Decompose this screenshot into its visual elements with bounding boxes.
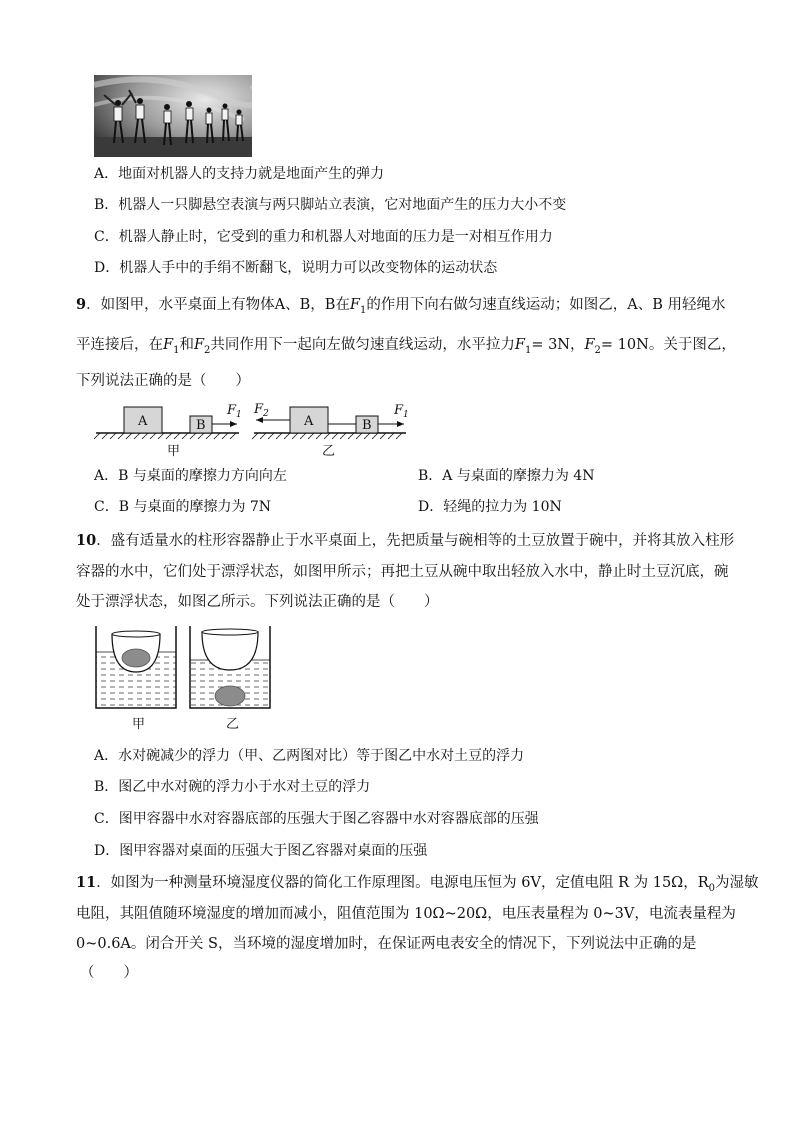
q9-option-b: B．A 与桌面的摩擦力为 4N	[418, 468, 595, 484]
jia-table-hatch	[94, 433, 236, 439]
q10-figure-jia-caption: 甲	[132, 717, 146, 732]
q10-option-c: C．图甲容器中水对容器底部的压强大于图乙容器中水对容器底部的压强	[94, 811, 539, 827]
q10-figure	[92, 624, 282, 736]
jia-block-a-label: A	[138, 414, 148, 429]
yi-table-hatch	[252, 433, 402, 439]
q10-figure-yi-caption: 乙	[226, 717, 240, 732]
yi-block-b-label: B	[362, 418, 372, 433]
q10-line-3: 处于漂浮状态，如图乙所示。下列说法正确的是（ ）	[76, 594, 439, 610]
q11-line-2: 电阻，其阻值随环境湿度的增加而减小，阻值范围为 10Ω~20Ω，电压表量程为 0~3V，电流表量程为	[76, 906, 736, 922]
q11-number: 11	[76, 874, 97, 891]
q9-line-1: 9．如图甲，水平桌面上有物体A、B，B在$F_1$的作用下向右做匀速直线运动；如图乙，A、B 用轻绳水	[76, 296, 726, 316]
q9-figure	[94, 398, 414, 460]
yi-force-f1-arrowhead	[397, 421, 404, 427]
q9-option-a: A．B 与桌面的摩擦力方向向左	[94, 468, 287, 484]
q8-option-d: D．机器人手中的手绢不断翻飞，说明力可以改变物体的运动状态	[94, 260, 498, 276]
jia-container	[96, 626, 176, 708]
q9-line-2: 平连接后，在$F_1$和$F_2$共同作用下一起向左做匀速直线运动，水平拉力$F_1= 3N$，$F_2= 10N$。关于图乙，	[76, 337, 736, 356]
jia-potato	[122, 649, 150, 667]
yi-container	[190, 626, 270, 708]
q9-option-d: D．轻绳的拉力为 10N	[418, 499, 562, 515]
q10-line-2: 容器的水中，它们处于漂浮状态，如图甲所示；再把土豆从碗中取出轻放入水中，静止时土豆沉底，碗	[76, 564, 729, 580]
q10-option-a: A．水对碗减少的浮力（甲、乙两图对比）等于图乙中水对土豆的浮力	[94, 748, 525, 764]
yi-force-f1-label: $F_1$	[394, 403, 409, 420]
q11-line-3: 0~0.6A。闭合开关 S，当环境的湿度增加时，在保证两电表安全的情况下，下列说法中正确的是	[76, 936, 697, 952]
q9-line-3: 下列说法正确的是（ ）	[76, 373, 250, 389]
figure-yi-caption: 乙	[322, 444, 336, 459]
q9-number: 9	[76, 296, 87, 313]
q11-line-4: （ ）	[80, 965, 138, 981]
q8-option-b: B．机器人一只脚悬空表演与两只脚站立表演，它对地面产生的压力大小不变	[94, 197, 567, 213]
yi-potato	[215, 686, 245, 706]
jia-block-b-label: B	[196, 418, 206, 433]
yi-block-a-label: A	[304, 414, 314, 429]
figure-jia-caption: 甲	[167, 444, 181, 459]
q8-option-c: C．机器人静止时，它受到的重力和机器人对地面的压力是一对相互作用力	[94, 229, 553, 245]
jia-force-f1-label: $F_1$	[227, 403, 242, 420]
q10-option-b: B．图乙中水对碗的浮力小于水对土豆的浮力	[94, 779, 371, 795]
jia-force-f1-arrowhead	[230, 421, 237, 427]
yi-force-f2-label: $F_2$	[254, 402, 269, 419]
robot-dance-photo	[94, 75, 252, 157]
q8-option-a: A．地面对机器人的支持力就是地面产生的弹力	[94, 166, 385, 182]
q10-number: 10	[76, 532, 97, 549]
yi-force-f2-arrowhead	[256, 417, 263, 423]
q11-line-1: 11．如图为一种测量环境湿度仪器的简化工作原理图。电源电压恒为 6V，定值电阻 R 为 15Ω，$R_0$为湿敏	[76, 874, 759, 894]
q10-option-d: D．图甲容器对桌面的压强大于图乙容器对桌面的压强	[94, 843, 428, 859]
q9-option-c: C．B 与桌面的摩擦力为 7N	[94, 499, 272, 515]
q10-line-1: 10．盛有适量水的柱形容器静止于水平桌面上，先把质量与碗相等的土豆放置于碗中，并将其放入柱形	[76, 532, 735, 549]
